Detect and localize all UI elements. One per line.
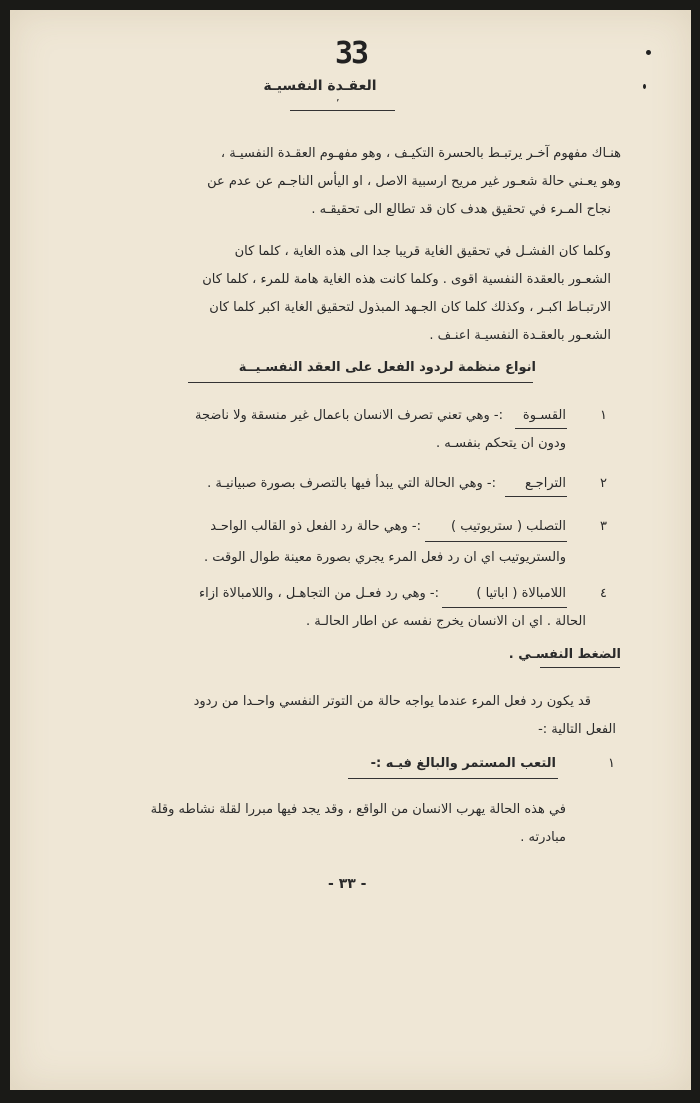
term-underline <box>515 428 567 429</box>
list-item-text: :- وهي الحالة التي يبدأ فيها بالتصرف بصورة صبيانيـة . <box>207 476 496 491</box>
document-page <box>10 10 691 1090</box>
title-mark: ٬ <box>336 97 340 110</box>
ink-dot <box>646 50 651 55</box>
list-item-number: ٤ <box>600 586 607 601</box>
paragraph-4-line-2: مبادرته . <box>520 830 566 845</box>
term-underline <box>505 496 567 497</box>
paragraph-3-line-1: قد يكون رد فعل المرء عندما يواجه حالة من التوتر النفسي واحـدا من ردود <box>193 694 591 709</box>
subsection-heading-underline <box>540 667 620 668</box>
subsection-heading: الضغط النفسـي . <box>508 647 621 662</box>
list-item-text: الحالة . اي ان الانسان يخرج نفسه عن اطار الحالـة . <box>306 614 586 629</box>
list-item-term: التصلب ( ستريوتيب ) <box>450 519 566 534</box>
section-heading-underline <box>188 382 533 383</box>
paragraph-2-line-4: الشعـور بالعقـدة النفسيـة اعنـف . <box>429 328 611 343</box>
list-item-number: ٣ <box>600 519 607 534</box>
list-item-text: :- وهي تعني تصرف الانسان باعمال غير منسقة ولا ناضجة <box>194 408 503 423</box>
list-item-text: :- وهي رد فعـل من التجاهـل ، واللامبالاة ازاء <box>198 586 439 601</box>
ink-dot <box>643 84 646 89</box>
paragraph-2-line-2: الشعـور بالعقدة النفسية اقوى . وكلما كانت هذه الغاية هامة للمرء ، كلما كان <box>202 272 611 287</box>
paragraph-4-line-1: في هذه الحالة يهرب الانسان من الواقع ، وقد يجد فيها مبررا لقلة نشاطه وقلة <box>150 802 566 817</box>
paragraph-1-line-1: هنـاك مفهوم آخـر يرتبـط بالحسرة التكيـف ، وهو مفهـوم العقـدة النفسيـة ، <box>220 146 621 161</box>
numbered-heading-number: ١ <box>608 756 615 771</box>
list-item-text: والستريوتيب اي ان رد فعل المرء يجري بصورة معينة طوال الوقت . <box>204 550 566 565</box>
document-content <box>10 10 691 1090</box>
list-item-number: ١ <box>600 408 607 423</box>
paragraph-2-line-3: الارتبـاط اكبـر ، وكذلك كلما كان الجـهد المبذول لتحقيق الغاية اكبر كلما كان <box>209 300 611 315</box>
paragraph-2-line-1: وكلما كان الفشـل في تحقيق الغاية قريبا جدا الى هذه الغاية ، كلما كان <box>234 244 611 259</box>
list-item-term: التراجـع <box>524 476 566 491</box>
list-item-text: ودون ان يتحكم بنفسـه . <box>436 436 566 451</box>
list-item-term: القسـوة <box>522 408 566 423</box>
term-underline <box>442 607 567 608</box>
page-number-footer: - ٣٣ - <box>328 876 367 892</box>
list-item-term: اللامبالاة ( اباتيا ) <box>476 586 566 601</box>
term-underline <box>425 541 567 542</box>
title-underline <box>290 110 395 111</box>
list-item-number: ٢ <box>600 476 607 491</box>
paragraph-1-line-3: نجاح المـرء في تحقيق هدف كان قد تطالع الى تحقيقـه . <box>311 202 611 217</box>
paragraph-1-line-2: وهو يعـني حالة شعـور غير مريح ارسبية الاصل ، او اليأس الناجـم عن عدم عن <box>207 174 621 189</box>
page-title: العقـدة النفسيـة <box>263 78 377 94</box>
numbered-heading-underline <box>348 778 558 779</box>
paragraph-3-line-2: الفعل التالية :- <box>538 722 616 737</box>
section-heading: انواع منظمة لردود الفعل على العقد النفسـيــة <box>238 360 536 375</box>
numbered-heading: التعب المستمر والبالغ فيـه :- <box>370 756 556 771</box>
list-item-text: :- وهي حالة رد الفعل ذو القالب الواحـد <box>210 519 421 534</box>
handwritten-page-number: 33 <box>335 36 368 71</box>
